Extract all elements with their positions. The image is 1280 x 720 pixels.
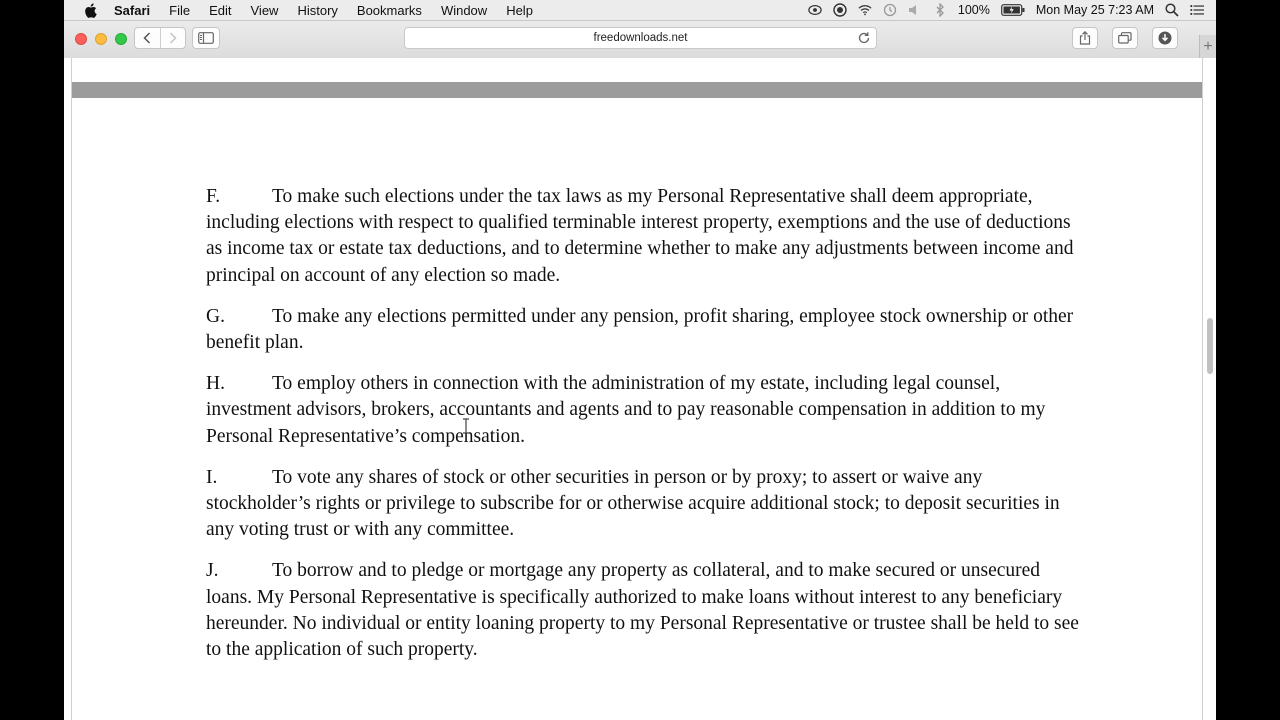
back-button[interactable] xyxy=(135,28,160,48)
paragraph-j xyxy=(206,558,1086,663)
screen-sharing-icon[interactable] xyxy=(808,3,822,17)
spotlight-search-icon[interactable] xyxy=(1165,3,1179,17)
paragraph-letter: F. xyxy=(206,186,221,207)
paragraph-text: To make any elections permitted under any pension, profit sharing, employee stock ownership or other benefit plan. xyxy=(206,305,1074,354)
page-edge-left xyxy=(71,58,72,720)
paragraph-letter: H. xyxy=(206,373,225,395)
new-tab-button[interactable]: + xyxy=(1199,35,1216,58)
navigation-buttons xyxy=(134,27,186,49)
paragraph-text: To vote any shares of stock or other securities in person or by proxy; to assert or waive any stockholder’s rights or privilege to subscribe for or otherwise acquire additional stock; to deposit securities in any voting trust or with any committee. xyxy=(206,466,1060,541)
close-window-button[interactable] xyxy=(75,33,87,45)
tabs-overview-icon xyxy=(1118,32,1132,44)
record-icon[interactable] xyxy=(833,3,847,17)
address-bar[interactable] xyxy=(404,27,877,49)
paragraph-text: To make such elections under the tax laws as my Personal Representative shall deem appropriate, including elections with respect to qualified terminable interest property, exemptions and the use of deductions as income tax or estate tax deductions, and to determine whether to make any adjustments between income and principal on account of any election so made. xyxy=(206,186,1074,286)
downloads-button[interactable] xyxy=(1152,27,1178,49)
menu-bookmarks[interactable]: Bookmarks xyxy=(356,2,422,18)
menu-help[interactable]: Help xyxy=(506,2,533,18)
paragraph-text: To borrow and to pledge or mortgage any property as collateral, and to make secured or unsecured loans. My Personal Representative is specifically authorized to make loans without interest to any beneficiary hereunder. No individual or entity loaning property to my Personal Representative or trustee shall be held to see to the application of such property. xyxy=(206,560,1079,661)
text-cursor-icon xyxy=(461,418,471,434)
status-area xyxy=(808,0,1204,20)
wifi-icon[interactable] xyxy=(858,3,872,17)
web-content xyxy=(64,58,1216,720)
sidebar-icon xyxy=(198,32,214,44)
show-all-tabs-button[interactable] xyxy=(1112,27,1138,49)
battery-percent: 100% xyxy=(957,3,990,17)
menu-file[interactable]: File xyxy=(169,2,191,18)
clock[interactable]: Mon May 25 7:23 AM xyxy=(1035,3,1154,17)
paragraph-i xyxy=(206,465,1086,544)
chevron-right-icon xyxy=(169,32,177,44)
paragraph-g xyxy=(206,304,1086,356)
minimize-window-button[interactable] xyxy=(95,33,107,45)
paragraph-letter: G. xyxy=(206,305,225,327)
bluetooth-icon[interactable] xyxy=(933,3,947,17)
apple-menu-icon[interactable] xyxy=(80,0,100,20)
download-icon xyxy=(1158,31,1172,45)
time-machine-icon[interactable] xyxy=(883,3,897,17)
forward-button[interactable] xyxy=(160,28,185,48)
battery-icon[interactable] xyxy=(1001,3,1025,17)
browser-toolbar xyxy=(64,21,1216,59)
chevron-left-icon xyxy=(143,32,151,44)
paragraph-letter: I. xyxy=(206,466,218,488)
paragraph-text: To employ others in connection with the administration of my estate, including legal counsel, investment advisors, brokers, accountants and agents and to pay reasonable compensation in addition to my Personal Representative’s compensation. xyxy=(206,373,1046,447)
address-text: freedownloads.net xyxy=(593,32,688,44)
paragraph-letter: J. xyxy=(206,560,219,582)
menu-edit[interactable]: Edit xyxy=(209,2,232,18)
scrollbar-thumb[interactable] xyxy=(1207,318,1213,374)
menu-history[interactable]: History xyxy=(297,2,338,18)
menu-window[interactable]: Window xyxy=(440,2,488,18)
fullscreen-window-button[interactable] xyxy=(115,33,127,45)
menu-view[interactable]: View xyxy=(250,2,279,18)
menu-bar xyxy=(64,0,1216,21)
share-icon xyxy=(1079,31,1091,45)
paragraph-h xyxy=(206,371,1086,450)
reload-icon[interactable] xyxy=(857,31,871,45)
page-edge-right xyxy=(1202,58,1203,720)
document-body xyxy=(206,184,1086,678)
volume-icon[interactable] xyxy=(908,3,922,17)
menu-safari[interactable]: Safari xyxy=(114,2,151,18)
notification-center-icon[interactable] xyxy=(1190,3,1204,17)
page-separator xyxy=(72,82,1202,98)
paragraph-f xyxy=(206,184,1086,289)
share-button[interactable] xyxy=(1072,27,1098,49)
sidebar-toggle-button[interactable] xyxy=(192,27,220,49)
